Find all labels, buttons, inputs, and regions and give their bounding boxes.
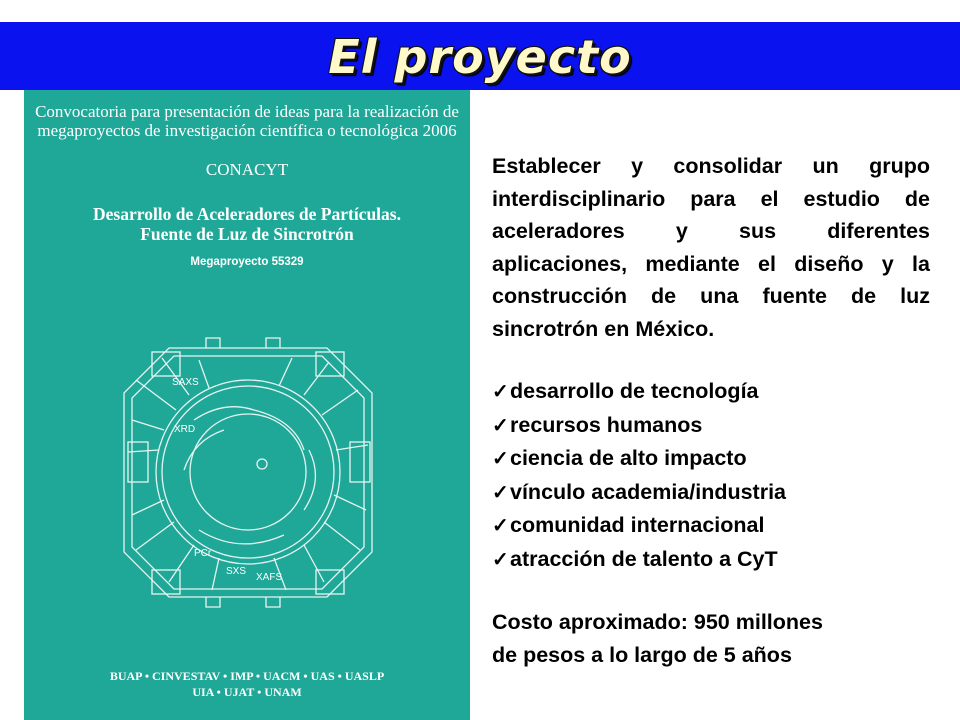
synchrotron-layout-diagram: [24, 90, 470, 720]
list-item: ✓ vínculo academia/industria: [492, 476, 930, 510]
objectives-list: [492, 375, 930, 576]
cover-heading-line1: Convocatoria para presentación de ideas para la realización de: [35, 102, 459, 121]
checkmark-icon: ✓: [492, 381, 509, 403]
list-item: ✓ atracción de talento a CyT: [492, 543, 930, 577]
slide-title: El proyecto: [328, 30, 632, 84]
label-sxs: SXS: [226, 566, 247, 577]
cover-title-line2: Fuente de Luz de Sincrotrón: [140, 224, 354, 244]
label-xrd: XRD: [174, 424, 196, 435]
cover-project-number: Megaproyecto 55329: [190, 256, 304, 268]
cover-organization: CONACYT: [205, 160, 289, 179]
project-description: Establecer y consolidar un grupo interdisciplinario para el estudio de aceleradores y sus diferentes aplicaciones, mediante el diseño y la construcción de una fuente de luz sincrotrón en México.: [492, 154, 930, 341]
list-item: ✓ comunidad internacional: [492, 509, 930, 543]
label-xafs: XAFS: [256, 572, 283, 583]
project-description-block: [492, 150, 930, 671]
cover-institutions-line2: UIA • UJAT • UNAM: [192, 685, 302, 699]
label-saxs: SAXS: [172, 377, 199, 388]
checkmark-icon: ✓: [492, 515, 509, 537]
list-item: ✓ recursos humanos: [492, 409, 930, 443]
list-item: ✓ desarrollo de tecnología: [492, 375, 930, 409]
checkmark-icon: ✓: [492, 448, 509, 470]
label-pcr: PCr: [194, 548, 212, 559]
checkmark-icon: ✓: [492, 414, 509, 437]
cover-title-line1: Desarrollo de Aceleradores de Partículas.: [93, 204, 401, 224]
list-item: ✓ ciencia de alto impacto: [492, 442, 930, 476]
cover-institutions-line1: BUAP • CINVESTAV • IMP • UACM • UAS • UASLP: [109, 669, 385, 683]
checkmark-icon: ✓: [492, 548, 509, 571]
cover-heading-line2: megaproyectos de investigación científica o tecnológica 2006: [37, 121, 457, 140]
cover-institutions: [24, 668, 470, 700]
checkmark-icon: ✓: [492, 481, 509, 504]
cost-line1: Costo aproximado: 950 millones: [492, 610, 823, 634]
cost-line2: de pesos a lo largo de 5 años: [492, 642, 792, 667]
project-cover-image: [24, 90, 470, 720]
cost-estimate: [492, 606, 930, 671]
